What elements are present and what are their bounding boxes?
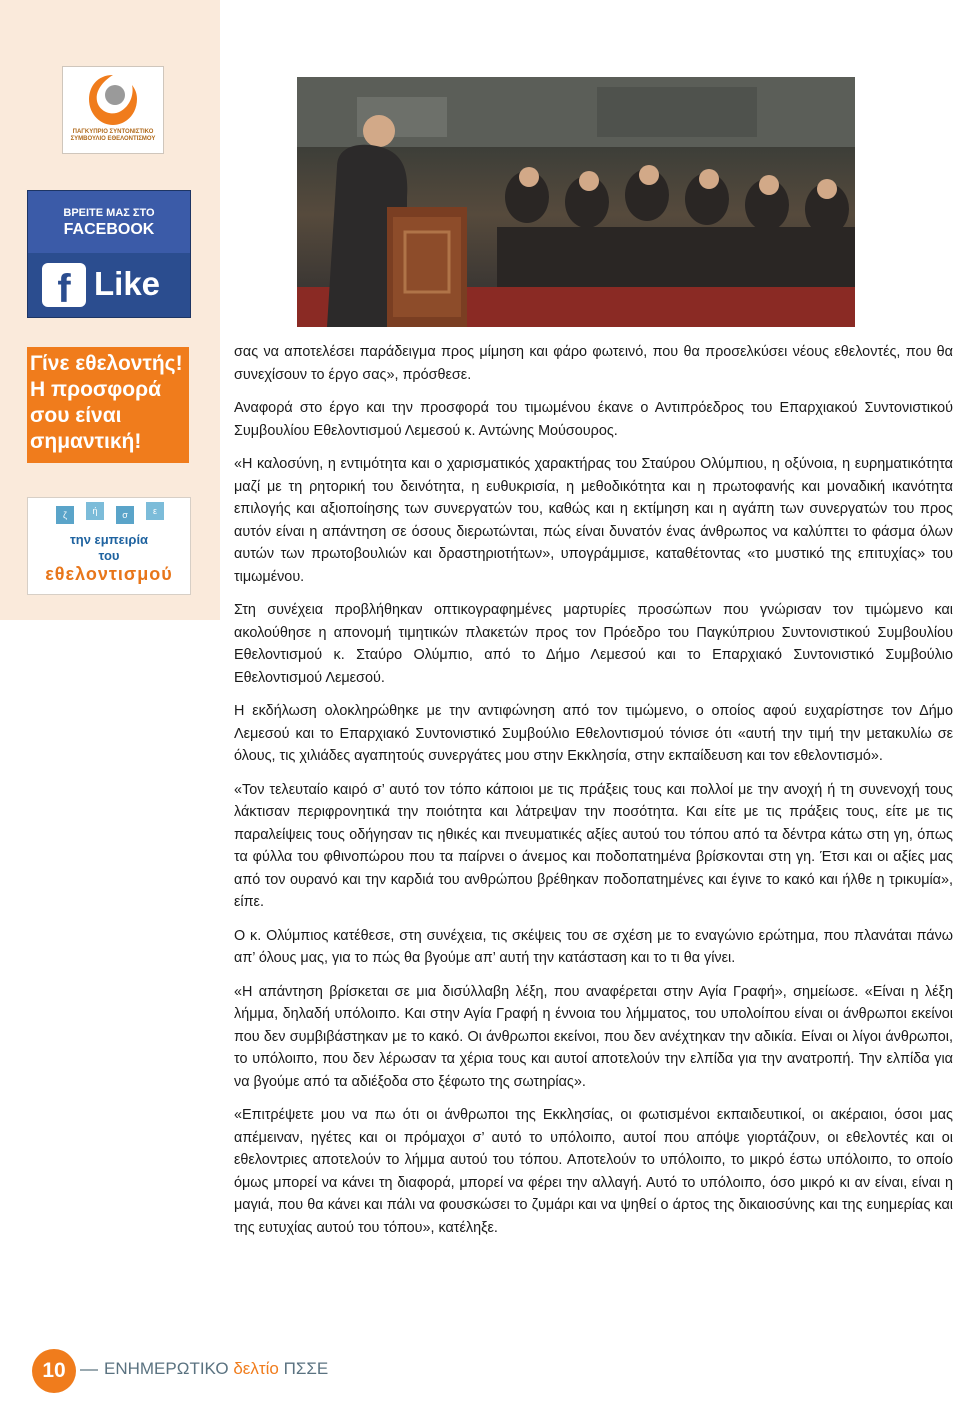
volunteer-line: σημαντική! bbox=[30, 430, 142, 453]
publication-name-part1: ΕΝΗΜΕΡΩΤΙΚΟ bbox=[104, 1359, 229, 1378]
zise-cube: ε bbox=[146, 502, 164, 520]
publication-name-part2: δελτίο bbox=[233, 1359, 279, 1378]
facebook-icon: f bbox=[42, 263, 86, 307]
article-paragraph: «Η καλοσύνη, η εντιμότητα και ο χαρισματικός χαρακτήρας του Σταύρου Ολύμπιου, η οξύνοια, η ευρηματικότητα μαζί με τη ρητορική του δεινότητα, η ευθυκρισία, η μεθοδικότητα και η πρωτοφανής και μοναδική ικανότητα επιλογής και αξιοποίησης των συνεργατών του, καθώς και η εκτίμηση και η αγάπη των συνεργατών του προς αυτόν είναι η απάντηση σε όσους διερωτώνται, πώς είναι δυνατόν ένας άνθρωπος να καλύπτει το φάσμα όλων αυτών των πρωτοβουλιών και δραστηριοτήτων», υπογράμμισε, καταθέτοντας «το μυστικό της επιτυχίας» του τιμωμένου. bbox=[234, 456, 953, 585]
organization-logo bbox=[62, 66, 164, 154]
publication-name-part3: ΠΣΣΕ bbox=[283, 1359, 329, 1378]
facebook-banner[interactable] bbox=[27, 190, 191, 318]
logo-icon bbox=[85, 71, 141, 129]
zise-cube: σ bbox=[116, 506, 134, 524]
zise-cube: ζ bbox=[56, 506, 74, 524]
footer-divider bbox=[80, 1369, 98, 1371]
volunteer-line: Η προσφορά bbox=[30, 378, 162, 401]
zise-banner[interactable] bbox=[27, 497, 191, 595]
article-body bbox=[234, 341, 953, 1250]
volunteer-line: σου είναι bbox=[30, 404, 122, 427]
volunteer-line: Γίνε εθελοντής! bbox=[30, 352, 183, 375]
facebook-banner-line2: FACEBOOK bbox=[63, 221, 155, 238]
zise-line2: του bbox=[98, 548, 120, 563]
page-footer bbox=[32, 1349, 332, 1393]
zise-line1: την εμπειρία bbox=[69, 532, 149, 547]
facebook-like-label: Like bbox=[94, 265, 161, 302]
article-paragraph: «Η απάντηση βρίσκεται σε μια δισύλλαβη λέξη, που αναφέρεται στην Αγία Γραφή», σημείωσε. «Είναι η λέξη λήμμα, δηλαδή υπόλοιπο. Και στην Αγία Γραφή η έννοια του λήμματος, του υπολοίπου είναι οι άνθρωποι εκείνοι που δεν συμβιβάστηκαν με το κακό. Οι άνθρωποι εκείνοι, που δεν ανέχτηκαν την αδικία. Είναι οι λίγοι άνθρωποι, το υπόλοιπο, που δεν λέρωσαν τα χέρια τους και αυτοί αποτελούν την ελπίδα για την ανατροπή. Την ελπίδα για να βγούμε από τα αδιέξοδα στο ξέφωτο της σωτηρίας». bbox=[234, 983, 953, 1090]
article-paragraph: «Τον τελευταίο καιρό σ’ αυτό τον τόπο κάποιοι με τις πράξεις τους και πολλοί με την ανοχή ή τη συνενοχή τους λάκτισαν περιφρονητικά την ποιότητα και λάτρεψαν την ποσότητα. Και είτε με τις πράξεις τους, είτε με τις παραλείψεις τους οδήγησαν τις ηθικές και πνευματικές αξίες αυτού του τόπου από τα δέντρα κάτω στη γη, όπως τα φύλλα του φθινοπώρου που τα παίρνει ο άνεμος και ποδοπατημένα βρίσκονται στη γη. Έτσι και οι αξίες μας από τον ουρανό και την καρδιά του ανθρώπου βρέθηκαν ποδοπατημένες και έγινε το κακό και ήλθε η τρικυμία», είπε. bbox=[234, 781, 953, 910]
zise-line3: εθελοντισμού bbox=[45, 564, 173, 584]
event-photo bbox=[297, 77, 855, 327]
publication-name bbox=[104, 1359, 328, 1379]
article-paragraph: «Επιτρέψετε μου να πω ότι οι άνθρωποι της Εκκλησίας, οι φωτισμένοι εκπαιδευτικοί, οι ακέραιοι, όσοι μας απέμειναν, ηγέτες και οι πρόμαχοι σ’ αυτό το υπόλοιπο, αυτοί που απόψε γιορτάζουν, οι εθελοντές και οι εθελοντριες αποτελούν το λήμμα αυτού του τόπου. Αποτελούν το υπόλοιπο, το μικρό έστω υπόλοιπο, το οποίο όμως μπορεί να κάνει τη διαφορά, μπορεί να φέρει την αλλαγή. Αυτό το υπόλοιπο, όσο μικρό κι αν είναι, είναι η μαγιά, που θα κάνει και πάλι να φουσκώσει το ζυμάρι και να ψηθεί ο άρτος της δικαιοσύνης και της ευημερίας και της ευτυχίας αυτού του τόπου», κατέληξε. bbox=[234, 1107, 953, 1236]
page-number: 10 bbox=[32, 1349, 76, 1393]
volunteer-banner[interactable] bbox=[27, 347, 189, 463]
facebook-banner-line1: ΒΡΕΙΤΕ ΜΑΣ ΣΤΟ bbox=[63, 207, 155, 219]
logo-text: ΠΑΓΚΥΠΡΙΟ ΣΥΝΤΟΝΙΣΤΙΚΟ ΣΥΜΒΟΥΛΙΟ ΕΘΕΛΟΝΤΙΣΜΟΥ bbox=[70, 129, 156, 142]
zise-cube: ή bbox=[86, 502, 104, 520]
article-paragraph: Αναφορά στο έργο και την προσφορά του τιμωμένου έκανε ο Αντιπρόεδρος του Επαρχιακού Συντονιστικού Συμβουλίου Εθελοντισμού Λεμεσού κ. Αντώνης Μούσουρος. bbox=[234, 400, 953, 439]
event-photo-drawing bbox=[297, 77, 855, 327]
article-paragraph: σας να αποτελέσει παράδειγμα προς μίμηση και φάρο φωτεινό, που θα προσελκύσει νέους εθελοντές, που θα συνεχίσουν το έργο σας», πρόσθεσε. bbox=[234, 344, 953, 383]
article-paragraph: Στη συνέχεια προβλήθηκαν οπτικογραφημένες μαρτυρίες προσώπων που γνώρισαν τον τιμώμενο και ακολούθησε η απονομή τιμητικών πλακετών προς τον Πρόεδρο του Παγκύπριου Συντονιστικού Συμβουλίου Εθελοντισμού κ. Σταύρο Ολύμπιο, από το Δήμο Λεμεσού και το Επαρχιακό Συντονιστικό Συμβούλιο Εθελοντισμού Λεμεσού. bbox=[234, 602, 953, 686]
article-paragraph: Ο κ. Ολύμπιος κατέθεσε, στη συνέχεια, τις σκέψεις του σε σχέση με το εναγώνιο ερώτημα, που πλανάται πάνω απ’ όλους μας, για το πώς θα βγούμε απ’ αυτή την κατάσταση και το τι θα γίνει. bbox=[234, 927, 953, 966]
sidebar bbox=[0, 0, 220, 620]
article-paragraph: Η εκδήλωση ολοκληρώθηκε με την αντιφώνηση από τον τιμώμενο, ο οποίος αφού ευχαρίστησε τον Δήμο Λεμεσού και το Επαρχιακό Συντονιστικό Συμβούλιο Εθελοντισμού τόνισε ότι «αυτή την τιμή την μετακυλίω σε όλους, τις χιλιάδες αγαπητούς συνεργάτες μου στην Εκκλησία, στην εκπαίδευση και τον εθελοντισμό». bbox=[234, 703, 953, 764]
